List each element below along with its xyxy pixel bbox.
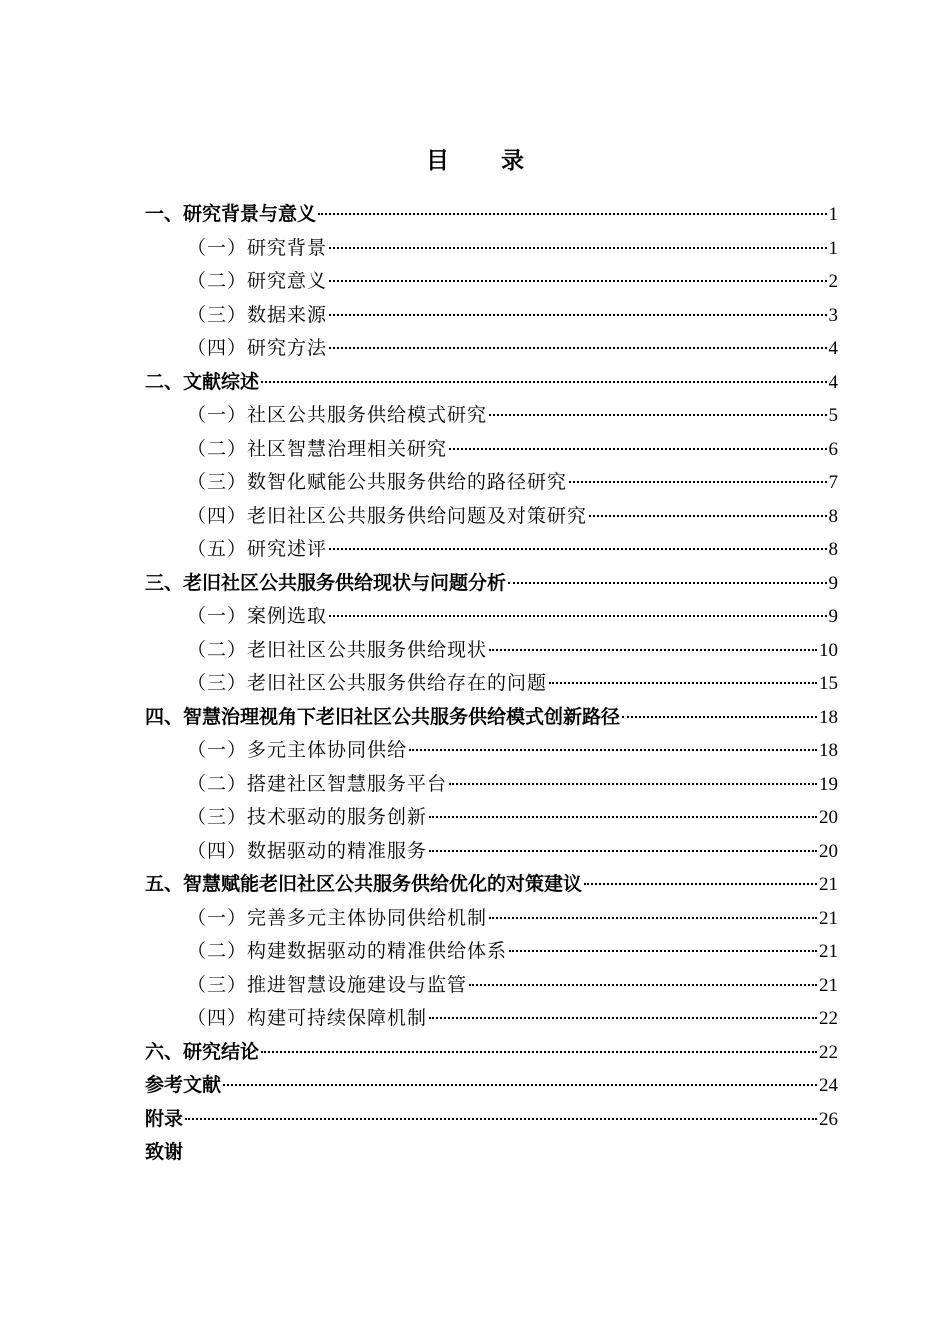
toc-dot-leader	[449, 448, 826, 450]
toc-section-entry[interactable]	[145, 299, 838, 333]
toc-dot-leader	[429, 1017, 817, 1019]
toc-page-number: 1	[828, 204, 838, 225]
toc-dot-leader	[329, 280, 826, 282]
toc-page-number: 21	[819, 941, 838, 962]
toc-dot-leader	[429, 816, 817, 818]
toc-section-entry[interactable]	[145, 466, 838, 500]
toc-dot-leader	[489, 917, 817, 919]
toc-page-number: 18	[819, 706, 838, 728]
toc-dot-leader	[589, 515, 826, 517]
toc-entry-label: 三、老旧社区公共服务供给现状与问题分析	[145, 571, 507, 594]
toc-entry-label: 参考文献	[145, 1074, 222, 1096]
toc-entry-label: 致谢	[145, 1141, 184, 1163]
toc-page-number: 8	[828, 539, 838, 560]
toc-page-number: 4	[828, 338, 838, 359]
toc-page-number: 22	[819, 1041, 838, 1063]
toc-entry-label: （四）数据驱动的精准服务	[187, 839, 428, 862]
toc-chapter-entry[interactable]	[145, 1103, 838, 1137]
toc-chapter-entry[interactable]	[145, 567, 838, 601]
toc-page-number: 20	[819, 807, 838, 828]
toc-entry-label: （三）技术驱动的服务创新	[187, 806, 428, 828]
toc-section-entry[interactable]	[145, 801, 838, 835]
toc-dot-leader	[549, 682, 817, 684]
toc-dot-leader	[429, 850, 817, 852]
toc-dot-leader	[261, 381, 826, 383]
toc-dot-leader	[329, 247, 826, 249]
toc-entry-label: （二）老旧社区公共服务供给现状	[187, 638, 488, 661]
toc-section-entry[interactable]	[145, 902, 838, 936]
toc-entry-label: 六、研究结论	[145, 1040, 260, 1063]
toc-dot-leader	[489, 649, 817, 651]
toc-dot-leader	[261, 1051, 817, 1053]
toc-entry-label: （五）研究述评	[187, 538, 328, 560]
toc-entry-label: （一）完善多元主体协同供给机制	[187, 906, 488, 929]
toc-dot-leader	[329, 314, 826, 316]
toc-entry-label: （四）老旧社区公共服务供给问题及对策研究	[187, 504, 588, 527]
toc-entry-label: （一）多元主体协同供给	[187, 739, 408, 761]
toc-entry-label: （一）研究背景	[187, 236, 328, 259]
toc-entry-label: 附录	[145, 1107, 184, 1130]
toc-entry-label: 四、智慧治理视角下老旧社区公共服务供给模式创新路径	[145, 705, 621, 728]
toc-page-number: 6	[828, 438, 838, 460]
toc-page-number: 20	[819, 840, 838, 862]
toc-section-entry[interactable]	[145, 835, 838, 869]
toc-entry-label: （三）数智化赋能公共服务供给的路径研究	[187, 471, 568, 493]
toc-section-entry[interactable]	[145, 265, 838, 299]
toc-dot-leader	[469, 984, 817, 986]
toc-section-entry[interactable]	[145, 1002, 838, 1036]
toc-page-number: 24	[819, 1075, 838, 1096]
toc-entry-label: 一、研究背景与意义	[145, 203, 317, 225]
toc-entry-label: （一）案例选取	[187, 605, 328, 627]
toc-dot-leader	[622, 716, 817, 718]
toc-dot-leader	[584, 883, 817, 885]
toc-entry-label: （二）构建数据驱动的精准供给体系	[187, 940, 508, 962]
toc-entry-label: （一）社区公共服务供给模式研究	[187, 404, 488, 426]
toc-page-number: 8	[828, 505, 838, 527]
toc-entry-label: （三）老旧社区公共服务供给存在的问题	[187, 672, 548, 694]
toc-entry-label: （三）数据来源	[187, 303, 328, 326]
toc-section-entry[interactable]	[145, 600, 838, 634]
toc-section-entry[interactable]	[145, 533, 838, 567]
toc-dot-leader	[223, 1084, 817, 1086]
toc-section-entry[interactable]	[145, 734, 838, 768]
toc-dot-leader	[449, 783, 817, 785]
toc-title-first-char: 目	[426, 148, 449, 174]
toc-page-number: 4	[828, 371, 838, 393]
toc-page-number: 1	[828, 237, 838, 259]
toc-page-number: 26	[819, 1108, 838, 1130]
toc-section-entry[interactable]	[145, 969, 838, 1003]
toc-section-entry[interactable]	[145, 332, 838, 366]
toc-title	[0, 142, 950, 175]
toc-entry-label: 二、文献综述	[145, 370, 260, 393]
toc-dot-leader	[509, 950, 817, 952]
toc-section-entry[interactable]	[145, 667, 838, 701]
toc-section-entry[interactable]	[145, 634, 838, 668]
toc-dot-leader	[508, 582, 826, 584]
toc-page-number: 5	[828, 405, 838, 426]
toc-title-second-char: 录	[501, 148, 524, 174]
toc-page-number: 3	[828, 304, 838, 326]
table-of-contents	[145, 198, 838, 1170]
toc-chapter-entry[interactable]	[145, 701, 838, 735]
toc-chapter-entry[interactable]	[145, 1069, 838, 1103]
toc-chapter-entry[interactable]	[145, 1136, 838, 1170]
toc-dot-leader	[329, 615, 826, 617]
toc-entry-label: （二）社区智慧治理相关研究	[187, 437, 448, 460]
toc-entry-label: （四）构建可持续保障机制	[187, 1007, 428, 1029]
toc-dot-leader	[329, 347, 826, 349]
toc-dot-leader	[409, 749, 817, 751]
toc-chapter-entry[interactable]	[145, 1036, 838, 1070]
toc-entry-label: （四）研究方法	[187, 337, 328, 359]
toc-entry-label: （三）推进智慧设施建设与监管	[187, 973, 468, 996]
toc-page-number: 9	[828, 606, 838, 627]
toc-page-number: 10	[819, 639, 838, 661]
toc-section-entry[interactable]	[145, 433, 838, 467]
toc-page-number: 19	[819, 773, 838, 795]
toc-entry-label: 五、智慧赋能老旧社区公共服务供给优化的对策建议	[145, 873, 583, 895]
toc-page-number: 21	[819, 974, 838, 996]
toc-page-number: 9	[828, 572, 838, 594]
toc-section-entry[interactable]	[145, 768, 838, 802]
toc-section-entry[interactable]	[145, 399, 838, 433]
toc-page-number: 15	[819, 673, 838, 694]
toc-chapter-entry[interactable]	[145, 868, 838, 902]
toc-page-number: 21	[819, 874, 838, 895]
toc-dot-leader	[489, 414, 826, 416]
toc-section-entry[interactable]	[145, 232, 838, 266]
toc-page-number: 21	[819, 907, 838, 929]
toc-page-number: 22	[819, 1008, 838, 1029]
toc-section-entry[interactable]	[145, 935, 838, 969]
toc-dot-leader	[569, 481, 826, 483]
toc-dot-leader	[318, 213, 826, 215]
toc-page-number: 7	[828, 472, 838, 493]
toc-page-number: 18	[819, 740, 838, 761]
toc-chapter-entry[interactable]	[145, 366, 838, 400]
toc-dot-leader	[185, 1118, 817, 1120]
toc-dot-leader	[329, 548, 826, 550]
toc-chapter-entry[interactable]	[145, 198, 838, 232]
toc-entry-label: （二）搭建社区智慧服务平台	[187, 772, 448, 795]
toc-entry-label: （二）研究意义	[187, 270, 328, 292]
toc-section-entry[interactable]	[145, 500, 838, 534]
toc-page-number: 2	[828, 271, 838, 292]
